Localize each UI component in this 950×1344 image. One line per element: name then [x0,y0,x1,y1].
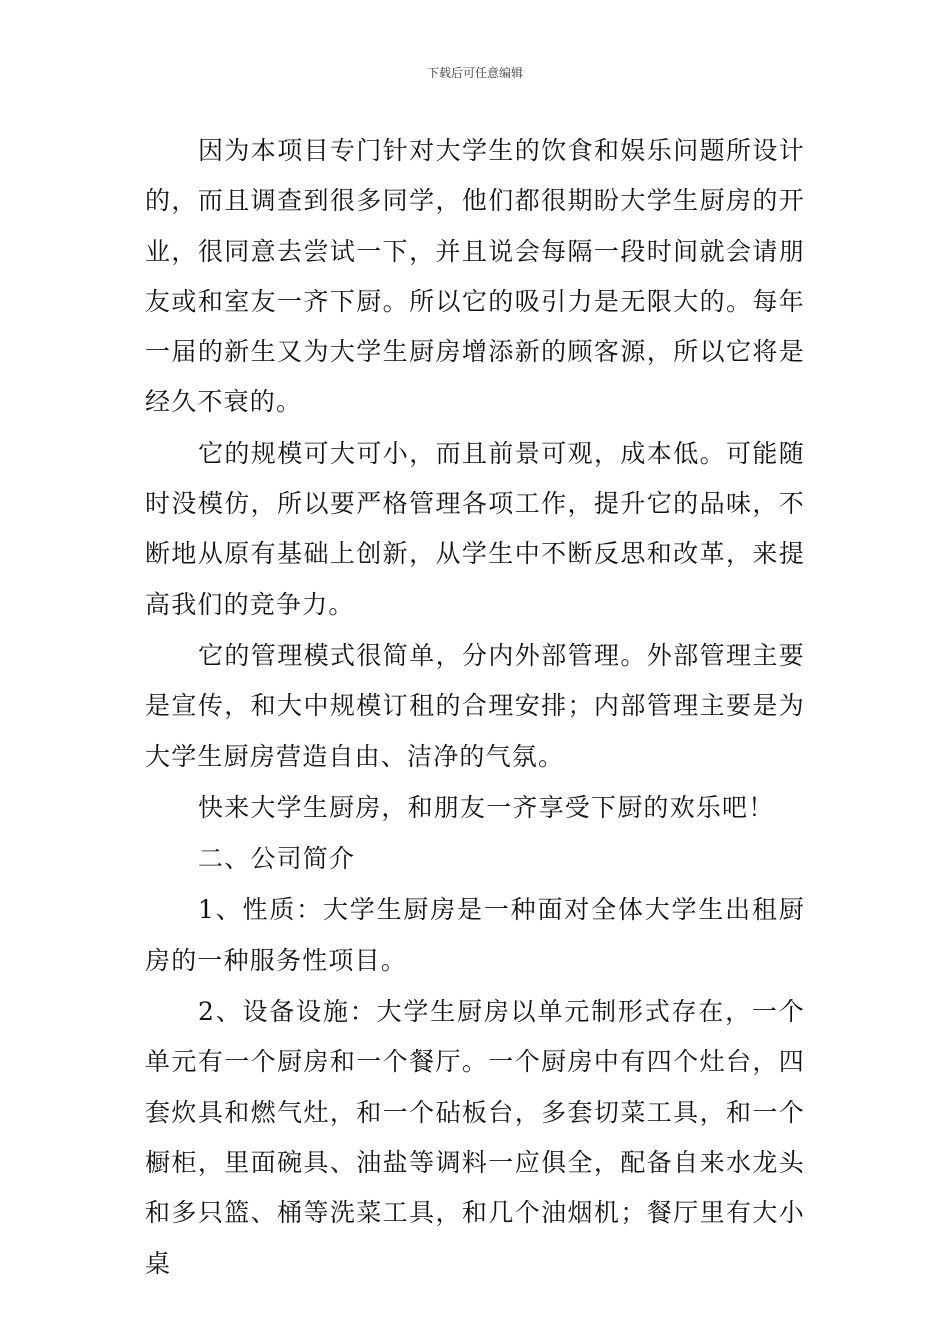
paragraph-facilities: 2、设备设施：大学生厨房以单元制形式存在，一个单元有一个厨房和一个餐厅。一个厨房中有四个灶台，四套炊具和燃气灶，和一个砧板台，多套切菜工具，和一个橱柜，里面碗具、油盐等调料一应俱全，配备自来水龙头和多只篮、桶等洗菜工具，和几个油烟机；餐厅里有大小桌 [145,997,805,1278]
paragraph-invitation: 快来大学生厨房，和朋友一齐享受下厨的欢乐吧！ [198,792,775,822]
paragraph-project-appeal: 因为本项目专门针对大学生的饮食和娱乐问题所设计的，而且调查到很多同学，他们都很期盼大学生厨房的开业，很同意去尝试一下，并且说会每隔一段时间就会请朋友或和室友一齐下厨。所以它的吸引力是无限大的。每年一届的新生又为大学生厨房增添新的顾客源，所以它将是经久不衰的。 [145,136,805,417]
paragraph-management-model: 它的管理模式很简单，分内外部管理。外部管理主要是宣传，和大中规模订租的合理安排；内部管理主要是为大学生厨房营造自由、洁净的气氛。 [145,640,805,771]
page-header-note: 下载后可任意编辑 [426,66,523,80]
document-body [145,126,805,1290]
paragraph-scale-and-prospects: 它的规模可大可小，而且前景可观，成本低。可能随时没模仿，所以要严格管理各项工作，提升它的品味，不断地从原有基础上创新，从学生中不断反思和改革，来提高我们的竞争力。 [145,438,805,619]
paragraph-nature: 1、性质：大学生厨房是一种面对全体大学生出租厨房的一种服务性项目。 [145,895,805,975]
section-heading-company-intro: 二、公司简介 [198,844,356,874]
